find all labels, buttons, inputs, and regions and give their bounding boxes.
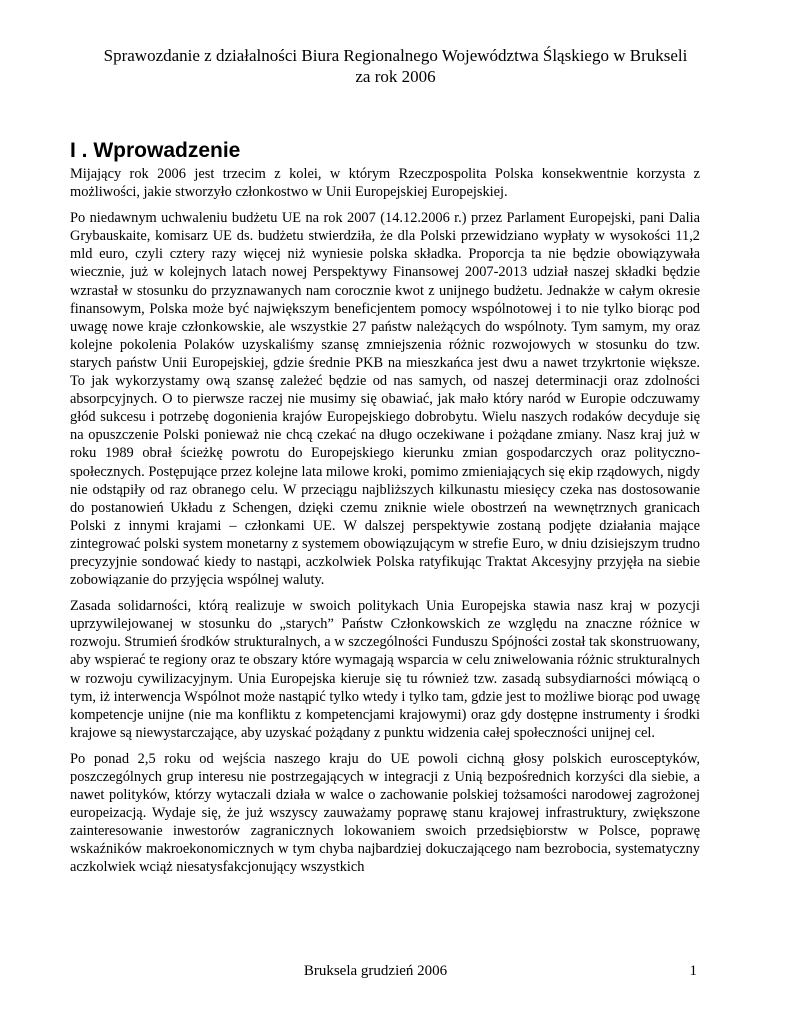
document-header [60, 45, 731, 87]
paragraph-intro: Mijający rok 2006 jest trzecim z kolei, w którym Rzeczpospolita Polska konsekwentnie korzysta z możliwości, jakie stworzyło członkostwo w Unii Europejskiej Europejskiej. [70, 166, 700, 201]
document-footer [0, 961, 791, 981]
page-number: 1 [689, 963, 697, 979]
header-title-line2: za rok 2006 [355, 67, 436, 86]
paragraph-solidarity: Zasada solidarności, którą realizuje w swoich politykach Unia Europejska stawia nasz kraj w pozycji uprzywilejowanej w stosunku do „starych” Państw Członkowskich ze względu na znaczne różnice w rozwoju. Strumień środków strukturalnych, a w szczególności Funduszu Spójności został tak skonstruowany, aby wspierać te regiony oraz te obszary które wymagają wsparcia w celu zniwelowania różnic strukturalnych w rozwoju cywilizacyjnym. Unia Europejska kieruje się tu również tzw. zasadą subsydiarności mówiącą o tym, iż interwencja Wspólnot może nastąpić tylko wtedy i tylko tam, gdzie jest to możliwe biorąc pod uwagę kompetencje unijne (nie ma konfliktu z kompetencjami krajowymi) oraz gdy dostępne instrumenty i środki krajowe są niewystarczające, aby uzyskać pożądany z punktu widzenia całej społeczności unijnej cel. [70, 598, 700, 741]
paragraph-budget: Po niedawnym uchwaleniu budżetu UE na rok 2007 (14.12.2006 r.) przez Parlament Europejski, pani Dalia Grybauskaite, komisarz UE ds. budżetu stwierdziła, że dla Polski przewidziano wypłaty w wysokości 11,2 mld euro, czyli cztery razy więcej niż wyniesie polska składka. Proporcja ta nie będzie obowiązywała wiecznie, już w kolejnych latach nowej Perspektywy Finansowej 2007-2013 udział naszej składki będzie wzrastał w stosunku do przyznawanych nam corocznie kwot z unijnego budżetu. Jednakże w całym okresie finansowym, Polska może być największym beneficjentem pomocy wspólnotowej i to nie tylko biorąc pod uwagę nowe kraje członkowskie, ale wszystkie 27 państw należących do wspólnoty. Tym samym, my oraz kolejne pokolenia Polaków uzyskaliśmy szansę zmniejszenia różnic rozwojowych w stosunku do tzw. starych państw Unii Europejskiej, gdzie średnie PKB na mieszkańca jest dwu a nawet trzykrtonie większe. To jak wykorzystamy ową szansę zależeć będzie od nas samych, od naszej determinacji oraz zdolności absorpcyjnych. O to pierwsze raczej nie musimy się obawiać, jak mało który naród w Europie odczuwamy głód sukcesu i potrzebę dogonienia krajów Europejskiego dobrobytu. Wielu naszych rodaków decyduje się na opuszczenie Polski ponieważ nie chcą czekać na długo oczekiwane i pożądane zmiany. Nasz kraj już w roku 1989 obrał ścieżkę powrotu do Europejskiego kierunku zmian gospodarczych oraz polityczno-społecznych. Postępujące przez kolejne lata milowe kroki, pomimo zmieniających się ekip rządowych, nigdy nie odstąpiły od raz obranego celu. W przeciągu najbliższych kilkunastu miesięcy czeka nas dostosowanie do postanowień Układu z Schengen, dzięki czemu zniknie wiele obostrzeń na wewnętrznych granicach Polski z innymi krajami – członkami UE. W dalszej perspektywie zostaną podjęte działania mające zintegrować polski system monetarny z systemem obowiązującym w strefie Euro, w dniu dzisiejszym trudno precyzyjnie sondować kiedy to nastąpi, aczkolwiek Polska ratyfikując Traktat Akcesyjny przyjęła na siebie zobowiązanie do przyjęcia wspólnej waluty. [70, 210, 700, 589]
section-title: I . Wprowadzenie [70, 139, 241, 162]
paragraph-eurosceptics: Po ponad 2,5 roku od wejścia naszego kraju do UE powoli cichną głosy polskich eurosceptyków, poszczególnych grup interesu nie postrzegających w integracji z Unią bezpośrednich korzyści dla siebie, a nawet polityków, którzy wytaczali działa w walce o zachowanie polskiej tożsamości narodowej zagrożonej europeizacją. Wydaje się, że już wszyscy zauważamy poprawę stanu krajowej infrastruktury, zwiększone zainteresowanie inwestorów zagranicznych lokowaniem swoich przedsiębiorstw w Polsce, poprawę wskaźników makroekonomicznych w tym chyba najbardziej dokuczającego nam bezrobocia, systematyczny aczkolwiek wciąż niesatysfakcjonujący wszystkich [70, 750, 700, 876]
header-title-line1: Sprawozdanie z działalności Biura Regionalnego Województwa Śląskiego w Brukseli [103, 46, 688, 65]
document-body [70, 165, 700, 885]
footer-place-date: Bruksela grudzień 2006 [303, 963, 448, 979]
